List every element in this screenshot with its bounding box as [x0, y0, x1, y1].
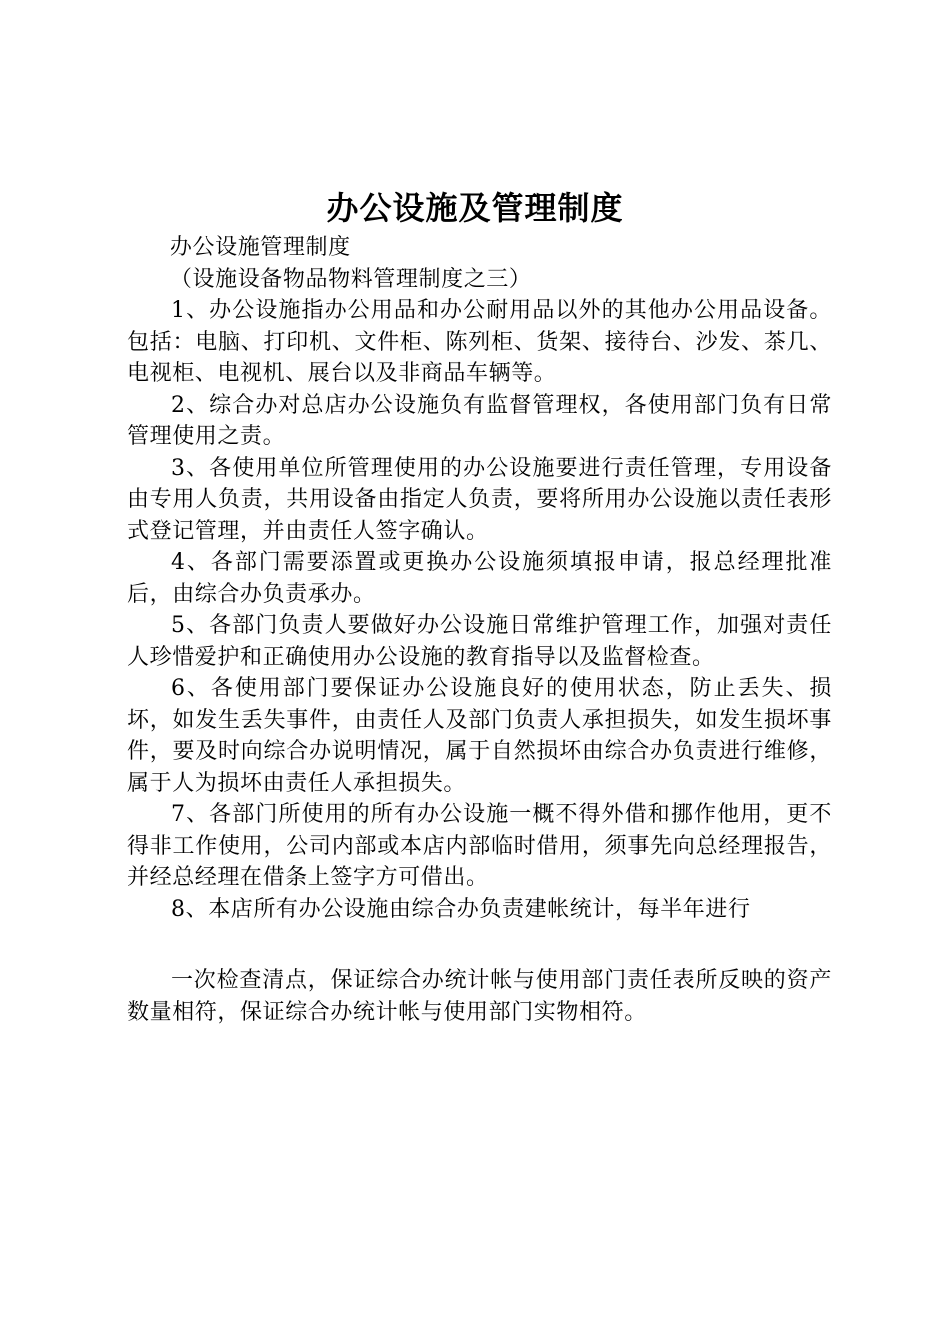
paragraph-7: 7、各部门所使用的所有办公设施一概不得外借和挪作他用，更不得非工作使用，公司内部或本店内部临时借用，须事先向总经理报告，并经总经理在借条上签字方可借出。	[127, 802, 832, 890]
paragraph-4: 4、各部门需要添置或更换办公设施须填报申请，报总经理批准后，由综合办负责承办。	[127, 550, 832, 607]
series-note: （设施设备物品物料管理制度之三）	[169, 266, 532, 292]
paragraph-3: 3、各使用单位所管理使用的办公设施要进行责任管理，专用设备由专用人负责，共用设备由指定人负责，要将所用办公设施以责任表形式登记管理，并由责任人签字确认。	[127, 455, 832, 544]
section-subtitle: 办公设施管理制度	[169, 235, 351, 260]
paragraph-1: 1、办公设施指办公用品和办公耐用品以外的其他办公用品设备。包括：电脑、打印机、文件柜、陈列柜、货架、接待台、沙发、茶几、电视柜、电视机、展台以及非商品车辆等。	[127, 298, 832, 386]
document-title: 办公设施及管理制度	[326, 189, 624, 227]
paragraph-continuation: 一次检查清点，保证综合办统计帐与使用部门责任表所反映的资产数量相符，保证综合办统计帐与使用部门实物相符。	[127, 968, 832, 1025]
paragraph-6: 6、各使用部门要保证办公设施良好的使用状态，防止丢失、损坏，如发生丢失事件，由责任人及部门负责人承担损失，如发生损坏事件，要及时向综合办说明情况，属于自然损坏由综合办负责进行维修，属于人为损坏由责任人承担损失。	[127, 676, 832, 796]
document-body	[127, 232, 832, 1028]
paragraph-8: 8、本店所有办公设施由综合办负责建帐统计，每半年进行	[171, 896, 751, 922]
paragraph-2: 2、综合办对总店办公设施负有监督管理权，各使用部门负有日常管理使用之责。	[127, 392, 832, 449]
page-gap	[127, 925, 832, 965]
paragraph-5: 5、各部门负责人要做好办公设施日常维护管理工作，加强对责任人珍惜爱护和正确使用办公设施的教育指导以及监督检查。	[127, 613, 832, 670]
